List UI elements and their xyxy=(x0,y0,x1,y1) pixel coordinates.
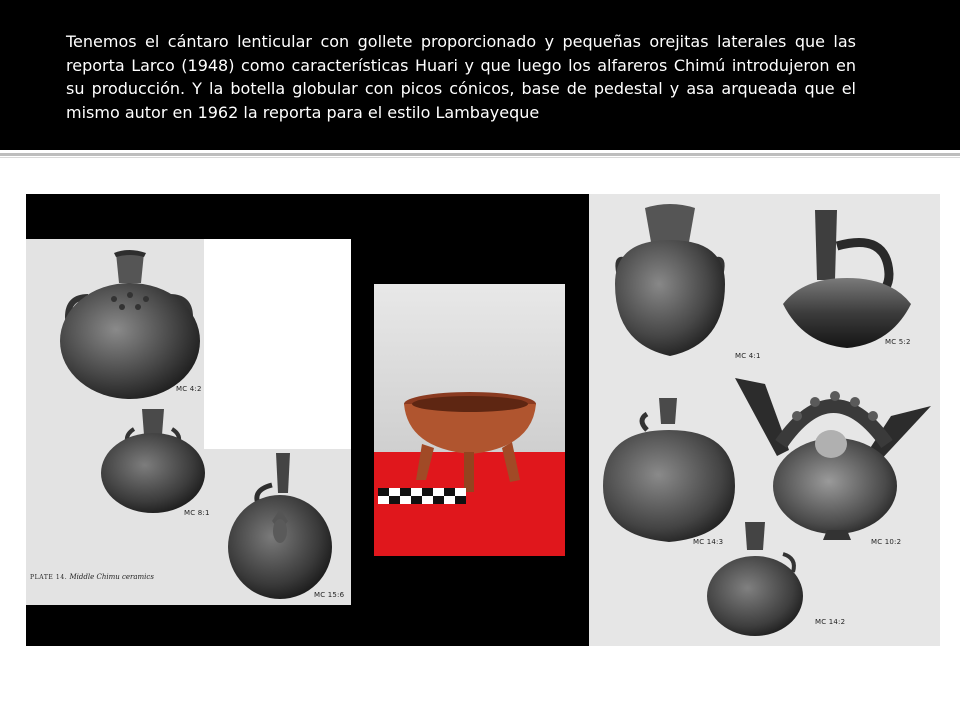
caption-mc-5-2: MC 5:2 xyxy=(885,338,911,346)
vessel-mc-8-1 xyxy=(98,407,210,519)
center-photo xyxy=(374,284,565,556)
header-divider-thin xyxy=(0,157,960,158)
caption-mc-4-1: MC 4:1 xyxy=(735,352,761,360)
plate-number: PLATE 14. xyxy=(30,574,68,581)
vessel-mc-10-2 xyxy=(731,374,937,544)
caption-mc-8-1: MC 8:1 xyxy=(184,509,210,517)
caption-mc-4-2: MC 4:2 xyxy=(176,385,202,393)
plate-caption xyxy=(30,573,154,581)
white-blank xyxy=(204,239,351,449)
caption-mc-14-3: MC 14:3 xyxy=(693,538,724,546)
vessel-mc-4-2 xyxy=(48,247,208,407)
vessel-mc-15-6 xyxy=(224,451,334,601)
left-plate-image xyxy=(26,239,351,605)
caption-mc-14-2: MC 14:2 xyxy=(815,618,846,626)
right-plate-image xyxy=(589,194,940,646)
vessel-mc-4-1 xyxy=(595,204,745,364)
slide-title: Tenemos el cántaro lenticular con gollete proporcionado y pequeñas orejitas laterales que las reporta Larco (1948) como características Huari y que luego los alfareros Chimú introdujeron en su producción. Y la botella globular con picos cónicos, base de pedestal y asa arqueada que el mismo autor en 1962 la reporta para el estilo Lambayeque xyxy=(66,32,856,122)
caption-mc-10-2: MC 10:2 xyxy=(871,538,902,546)
header-banner xyxy=(0,0,960,150)
header-divider xyxy=(0,153,960,156)
tripod-bowl xyxy=(400,392,540,502)
caption-mc-15-6: MC 15:6 xyxy=(314,591,345,599)
vessel-mc-5-2 xyxy=(775,206,925,356)
plate-caption-text: Middle Chimu ceramics xyxy=(69,573,154,581)
vessel-mc-14-2 xyxy=(703,520,813,640)
scale-bar xyxy=(378,488,466,504)
